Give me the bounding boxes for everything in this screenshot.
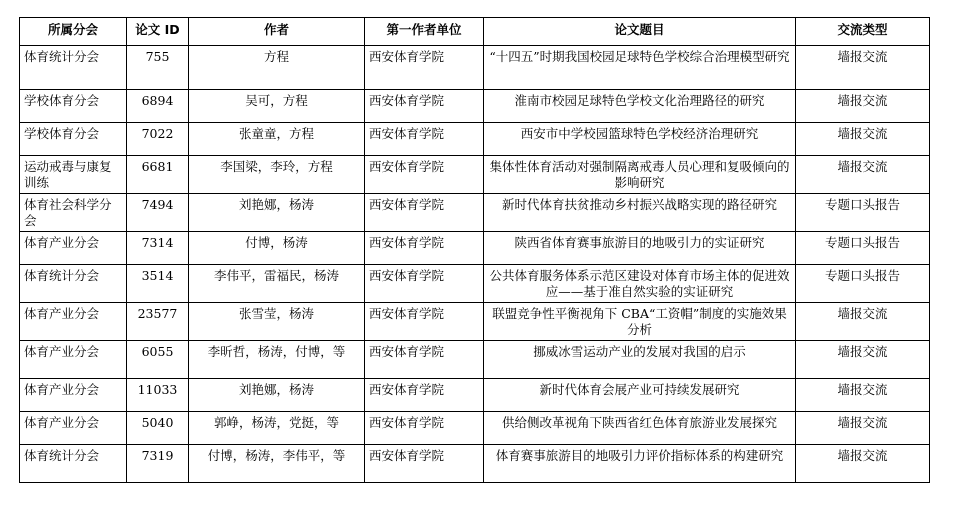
cell-type: 墙报交流 bbox=[796, 303, 930, 341]
cell-authors: 李国梁，李玲，方程 bbox=[189, 156, 365, 194]
cell-title: 联盟竞争性平衡视角下 CBA“工资帽”制度的实施效果分析 bbox=[484, 303, 796, 341]
header-authors: 作者 bbox=[189, 18, 365, 46]
cell-paper-id: 6055 bbox=[127, 341, 189, 379]
cell-title: 公共体育服务体系示范区建设对体育市场主体的促进效应——基于准自然实验的实证研究 bbox=[484, 265, 796, 303]
cell-title: 西安市中学校园篮球特色学校经济治理研究 bbox=[484, 123, 796, 156]
cell-type: 墙报交流 bbox=[796, 123, 930, 156]
cell-unit: 西安体育学院 bbox=[365, 445, 484, 483]
cell-authors: 付博，杨涛，李伟平，等 bbox=[189, 445, 365, 483]
header-paper-id: 论文 ID bbox=[127, 18, 189, 46]
cell-paper-id: 11033 bbox=[127, 379, 189, 412]
cell-title: 陕西省体育赛事旅游目的地吸引力的实证研究 bbox=[484, 232, 796, 265]
cell-branch: 体育统计分会 bbox=[20, 46, 127, 90]
cell-unit: 西安体育学院 bbox=[365, 232, 484, 265]
cell-authors: 郭峥，杨涛，党挺，等 bbox=[189, 412, 365, 445]
cell-type: 墙报交流 bbox=[796, 90, 930, 123]
cell-authors: 李昕哲，杨涛，付博，等 bbox=[189, 341, 365, 379]
cell-branch: 体育社会科学分会 bbox=[20, 194, 127, 232]
cell-unit: 西安体育学院 bbox=[365, 156, 484, 194]
cell-type: 专题口头报告 bbox=[796, 232, 930, 265]
cell-title: 供给侧改革视角下陕西省红色体育旅游业发展探究 bbox=[484, 412, 796, 445]
cell-type: 墙报交流 bbox=[796, 341, 930, 379]
cell-branch: 学校体育分会 bbox=[20, 123, 127, 156]
cell-title: 挪威冰雪运动产业的发展对我国的启示 bbox=[484, 341, 796, 379]
cell-title: 体育赛事旅游目的地吸引力评价指标体系的构建研究 bbox=[484, 445, 796, 483]
cell-authors: 刘艳娜，杨涛 bbox=[189, 379, 365, 412]
table-row bbox=[20, 46, 930, 90]
table-row bbox=[20, 123, 930, 156]
cell-unit: 西安体育学院 bbox=[365, 123, 484, 156]
cell-branch: 学校体育分会 bbox=[20, 90, 127, 123]
cell-paper-id: 3514 bbox=[127, 265, 189, 303]
cell-unit: 西安体育学院 bbox=[365, 303, 484, 341]
table-row bbox=[20, 90, 930, 123]
table-row bbox=[20, 412, 930, 445]
cell-title: 新时代体育扶贫推动乡村振兴战略实现的路径研究 bbox=[484, 194, 796, 232]
cell-paper-id: 755 bbox=[127, 46, 189, 90]
cell-authors: 付博，杨涛 bbox=[189, 232, 365, 265]
cell-authors: 张雪莹，杨涛 bbox=[189, 303, 365, 341]
cell-branch: 体育产业分会 bbox=[20, 379, 127, 412]
cell-paper-id: 7494 bbox=[127, 194, 189, 232]
cell-type: 专题口头报告 bbox=[796, 194, 930, 232]
cell-paper-id: 6681 bbox=[127, 156, 189, 194]
cell-paper-id: 7319 bbox=[127, 445, 189, 483]
cell-paper-id: 7022 bbox=[127, 123, 189, 156]
cell-authors: 方程 bbox=[189, 46, 365, 90]
header-first-author-unit: 第一作者单位 bbox=[365, 18, 484, 46]
cell-title: 新时代体育会展产业可持续发展研究 bbox=[484, 379, 796, 412]
cell-type: 墙报交流 bbox=[796, 46, 930, 90]
table-row bbox=[20, 194, 930, 232]
table-row bbox=[20, 156, 930, 194]
table-row bbox=[20, 379, 930, 412]
cell-title: “十四五”时期我国校园足球特色学校综合治理模型研究 bbox=[484, 46, 796, 90]
table-row bbox=[20, 341, 930, 379]
cell-authors: 李伟平，雷福民，杨涛 bbox=[189, 265, 365, 303]
cell-branch: 体育产业分会 bbox=[20, 303, 127, 341]
cell-authors: 刘艳娜，杨涛 bbox=[189, 194, 365, 232]
cell-authors: 吴可，方程 bbox=[189, 90, 365, 123]
cell-type: 墙报交流 bbox=[796, 445, 930, 483]
cell-unit: 西安体育学院 bbox=[365, 46, 484, 90]
cell-branch: 体育产业分会 bbox=[20, 232, 127, 265]
cell-unit: 西安体育学院 bbox=[365, 379, 484, 412]
cell-paper-id: 6894 bbox=[127, 90, 189, 123]
cell-paper-id: 23577 bbox=[127, 303, 189, 341]
cell-branch: 体育统计分会 bbox=[20, 265, 127, 303]
cell-paper-id: 7314 bbox=[127, 232, 189, 265]
cell-branch: 运动戒毒与康复训练 bbox=[20, 156, 127, 194]
cell-title: 淮南市校园足球特色学校文化治理路径的研究 bbox=[484, 90, 796, 123]
header-paper-title: 论文题目 bbox=[484, 18, 796, 46]
cell-authors: 张童童，方程 bbox=[189, 123, 365, 156]
cell-branch: 体育产业分会 bbox=[20, 412, 127, 445]
cell-type: 墙报交流 bbox=[796, 412, 930, 445]
cell-type: 专题口头报告 bbox=[796, 265, 930, 303]
papers-table bbox=[19, 17, 930, 483]
table-row bbox=[20, 265, 930, 303]
header-exchange-type: 交流类型 bbox=[796, 18, 930, 46]
cell-unit: 西安体育学院 bbox=[365, 194, 484, 232]
cell-unit: 西安体育学院 bbox=[365, 90, 484, 123]
cell-branch: 体育产业分会 bbox=[20, 341, 127, 379]
cell-type: 墙报交流 bbox=[796, 379, 930, 412]
table-row bbox=[20, 303, 930, 341]
header-branch: 所属分会 bbox=[20, 18, 127, 46]
cell-unit: 西安体育学院 bbox=[365, 412, 484, 445]
table-row bbox=[20, 232, 930, 265]
cell-unit: 西安体育学院 bbox=[365, 341, 484, 379]
cell-unit: 西安体育学院 bbox=[365, 265, 484, 303]
cell-type: 墙报交流 bbox=[796, 156, 930, 194]
cell-branch: 体育统计分会 bbox=[20, 445, 127, 483]
table-header-row bbox=[20, 18, 930, 46]
cell-title: 集体性体育活动对强制隔离戒毒人员心理和复吸倾向的影响研究 bbox=[484, 156, 796, 194]
cell-paper-id: 5040 bbox=[127, 412, 189, 445]
table-row bbox=[20, 445, 930, 483]
